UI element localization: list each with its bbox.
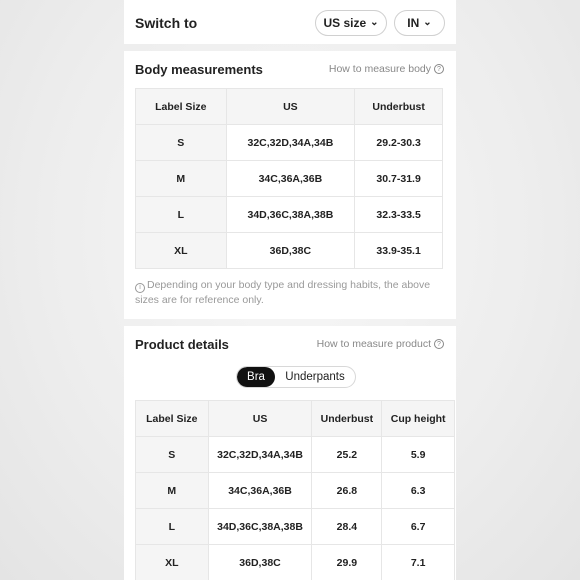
size-cell: XL [136,545,209,580]
table-header-row [136,89,443,125]
table-row [136,545,455,580]
reference-note-text: Depending on your body type and dressing habits, the above sizes are for reference only. [135,279,431,306]
product-details-table [135,400,455,580]
table-row [136,197,443,233]
size-system-dropdown[interactable] [315,10,387,36]
table-row [136,125,443,161]
table-header-cell: US [208,401,312,437]
question-icon: ? [434,339,444,349]
tab-underpants[interactable]: Underpants [285,371,345,383]
info-icon: i [135,283,145,293]
product-tabs [236,366,356,388]
size-cell: L [136,509,209,545]
underbust-cell: 25.2 [312,437,382,473]
cup-height-cell: 6.7 [382,509,455,545]
size-cell: S [136,437,209,473]
reference-note [135,278,447,307]
table-row [136,233,443,269]
cup-height-cell: 6.3 [382,473,455,509]
chevron-down-icon: ⌄ [423,17,432,28]
unit-dropdown[interactable] [394,10,445,36]
table-row [136,161,443,197]
us-cell: 36D,38C [208,545,312,580]
product-details-title: Product details [135,337,229,352]
tab-bra[interactable]: Bra [237,367,275,387]
us-cell: 34C,36A,36B [226,161,355,197]
size-system-label: US size [323,16,367,30]
size-cell: XL [136,233,227,269]
us-cell: 34D,36C,38A,38B [208,509,312,545]
us-cell: 36D,38C [226,233,355,269]
table-header-cell: US [226,89,355,125]
table-header-cell: Label Size [136,89,227,125]
us-cell: 32C,32D,34A,34B [226,125,355,161]
table-row [136,437,455,473]
table-header-cell: Label Size [136,401,209,437]
underbust-cell: 28.4 [312,509,382,545]
us-cell: 34C,36A,36B [208,473,312,509]
body-measurements-table [135,88,443,269]
underbust-cell: 26.8 [312,473,382,509]
how-to-measure-body-link[interactable] [329,63,444,75]
underbust-cell: 29.9 [312,545,382,580]
how-to-measure-body-text: How to measure body [328,63,431,75]
cup-height-cell: 7.1 [382,545,455,580]
table-header-cell: Cup height [382,401,455,437]
underbust-cell: 29.2-30.3 [355,125,443,161]
table-row [136,473,455,509]
underbust-cell: 33.9-35.1 [355,233,443,269]
underbust-cell: 32.3-33.5 [355,197,443,233]
question-icon: ? [434,64,444,74]
switch-panel [124,0,456,44]
body-measurements-panel [124,51,456,319]
us-cell: 32C,32D,34A,34B [208,437,312,473]
size-cell: M [136,473,209,509]
size-cell: L [136,197,227,233]
switch-title: Switch to [135,15,198,31]
table-row [136,509,455,545]
table-header-cell: Underbust [355,89,443,125]
unit-label: IN [407,16,420,30]
underbust-cell: 30.7-31.9 [355,161,443,197]
us-cell: 34D,36C,38A,38B [226,197,355,233]
cup-height-cell: 5.9 [382,437,455,473]
product-details-panel [124,326,456,580]
table-header-cell: Underbust [312,401,382,437]
how-to-measure-product-text: How to measure product [316,338,431,350]
table-header-row [136,401,455,437]
chevron-down-icon: ⌄ [370,17,379,28]
size-cell: M [136,161,227,197]
body-measurements-title: Body measurements [135,62,263,77]
size-cell: S [136,125,227,161]
how-to-measure-product-link[interactable] [317,338,444,350]
